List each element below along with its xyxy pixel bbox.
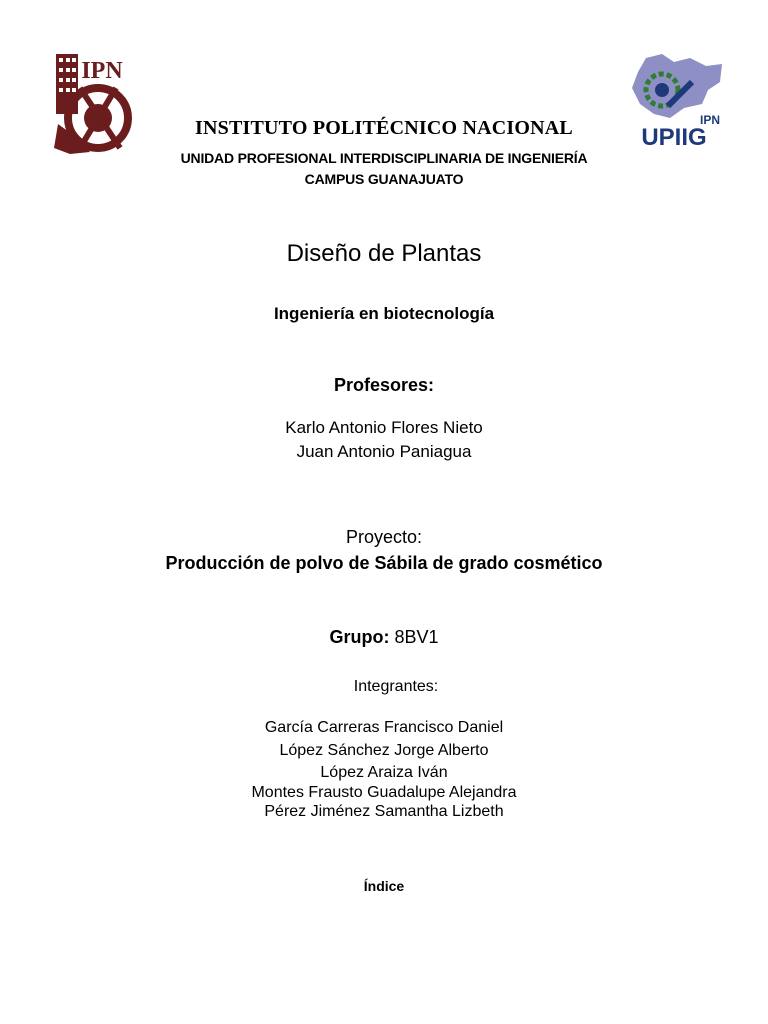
project-title: Producción de polvo de Sábila de grado cosmético (165, 553, 603, 573)
member-name: López Sánchez Jorge Alberto (279, 742, 489, 759)
unit-name: UNIDAD PROFESIONAL INTERDISCIPLINARIA DE INGENIERÍA (180, 150, 588, 166)
member-name: Pérez Jiménez Samantha Lizbeth (264, 803, 504, 820)
career-name: Ingeniería en biotecnología (273, 304, 495, 323)
course-title: Diseño de Plantas (286, 240, 482, 267)
group-value: 8BV1 (394, 627, 439, 647)
upiig-logo-text: UPIIG (641, 124, 707, 150)
professor-name: Karlo Antonio Flores Nieto (285, 418, 483, 437)
ipn-logo-text: IPN (81, 58, 123, 84)
institution-name: INSTITUTO POLITÉCNICO NACIONAL (195, 117, 573, 139)
member-name: García Carreras Francisco Daniel (264, 719, 504, 736)
professor-name: Juan Antonio Paniagua (296, 442, 472, 461)
professors-label: Profesores: (333, 375, 435, 395)
member-name: López Araiza Iván (320, 764, 448, 781)
member-name: Montes Frausto Guadalupe Alejandra (251, 784, 517, 801)
group-line (0, 627, 768, 648)
group-label: Grupo: (329, 627, 390, 647)
index-heading: Índice (363, 878, 405, 894)
members-label: Integrantes: (353, 678, 439, 695)
ipn-logo (50, 48, 136, 158)
upiig-logo-ipn-text: IPN (700, 113, 721, 127)
campus-name: CAMPUS GUANAJUATO (304, 171, 464, 187)
project-label: Proyecto: (345, 527, 423, 547)
